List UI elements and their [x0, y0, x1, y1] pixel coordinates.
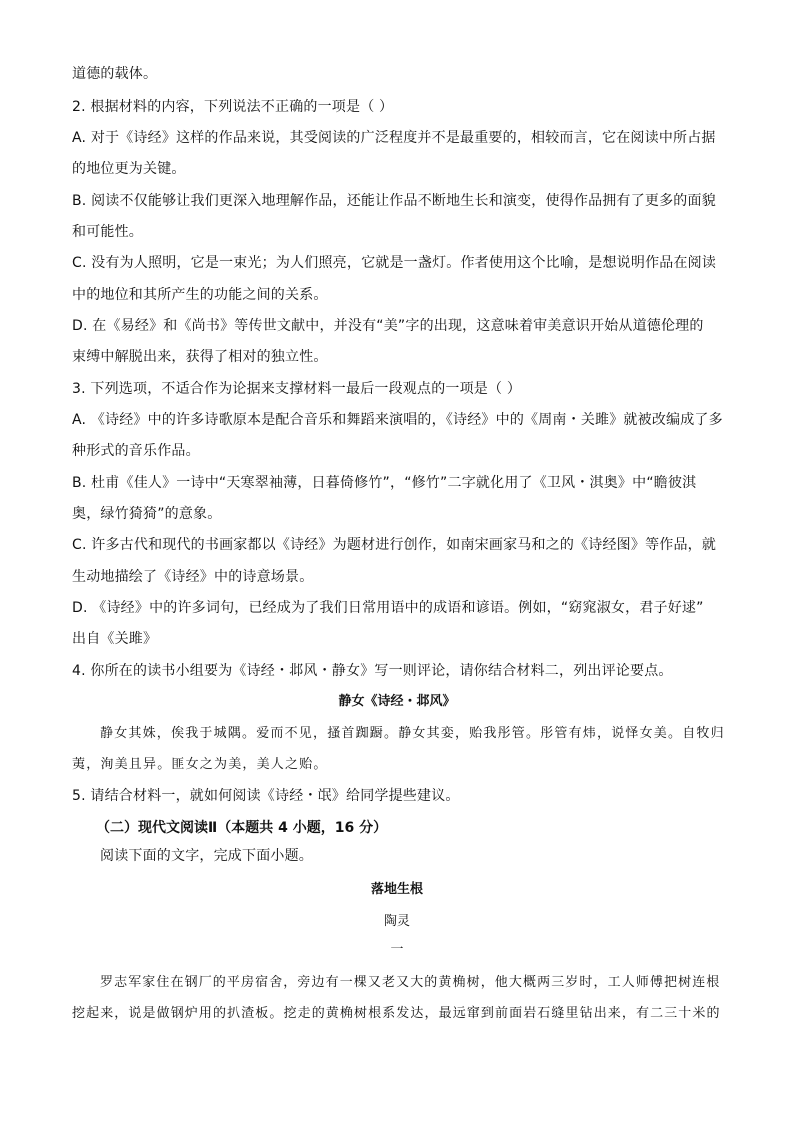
option-c-line-1: C. 没有为人照明，它是一束光；为人们照亮，它就是一盏灯。作者使用这个比喻，是想说明作品在阅读: [72, 255, 717, 271]
option-a-line-2: 的地位更为关键。: [72, 161, 186, 177]
option-c-line-2: 生动地描绘了《诗经》中的诗意场景。: [72, 569, 314, 585]
question-2: 2. 根据材料的内容，下列说法不正确的一项是（ ）: [72, 99, 394, 115]
section-instruction: 阅读下面的文字，完成下面小题。: [100, 848, 313, 864]
option-b-line-2: 和可能性。: [72, 224, 143, 240]
text-line: 道德的载体。: [72, 66, 158, 82]
story-title: 落地生根: [370, 882, 423, 897]
option-d-line-2: 束缚中解脱出来，获得了相对的独立性。: [72, 349, 328, 365]
question-3: 3. 下列选项，不适合作为论据来支撑材料一最后一段观点的一项是（ ）: [72, 381, 522, 397]
story-paragraph-line-1: 罗志军家住在钢厂的平房宿舍，旁边有一棵又老又大的黄桷树，他大概两三岁时，工人师傅把树连根: [100, 975, 721, 990]
option-c-line-2: 中的地位和其所产生的功能之间的关系。: [72, 287, 328, 303]
section-heading: （二）现代文阅读Ⅱ（本题共 4 小题，16 分）: [96, 820, 388, 836]
option-d-line-1: D. 在《易经》和《尚书》等传世文献中，并没有“美”字的出现，这意味着审美意识开始从道德伦理的: [72, 318, 704, 334]
option-d-line-1: D. 《诗经》中的许多词句，已经成为了我们日常用语中的成语和谚语。例如，“窈窕淑女，君子好逑”: [72, 600, 704, 616]
question-5: 5. 请结合材料一，就如何阅读《诗经・氓》给同学提些建议。: [72, 788, 460, 804]
story-paragraph-line-2: 挖起来，说是做钢炉用的扒渣板。挖走的黄桷树根系发达，最远窜到前面岩石缝里钻出来，有二三十米的: [72, 1006, 721, 1021]
option-a-line-2: 种形式的音乐作品。: [72, 443, 200, 459]
question-4: 4. 你所在的读书小组要为《诗经・邶风・静女》写一则评论，请你结合材料二，列出评论要点。: [72, 663, 673, 679]
option-a-line-1: A. 《诗经》中的许多诗歌原本是配合音乐和舞蹈来演唱的，《诗经》中的《周南・关雎》就被改编成了多: [72, 412, 723, 428]
poem-line-2: 荑，洵美且异。匪女之为美，美人之贻。: [72, 757, 328, 772]
option-a-line-1: A. 对于《诗经》这样的作品来说，其受阅读的广泛程度并不是最重要的，相较而言，它在阅读中所占据: [72, 130, 716, 146]
story-part-number: 一: [390, 942, 404, 957]
poem-title: 静女《诗经・邶风》: [338, 694, 456, 709]
poem-line-1: 静女其姝，俟我于城隅。爱而不见，搔首踟蹰。静女其娈，贻我彤管。彤管有炜，说怿女美。自牧归: [100, 726, 725, 741]
option-b-line-2: 奥，绿竹猗猗”的意象。: [72, 506, 222, 522]
option-b-line-1: B. 杜甫《佳人》一诗中“天寒翠袖薄，日暮倚修竹”，“修竹”二字就化用了《卫风・淇奥》中“瞻彼淇: [72, 475, 697, 491]
option-c-line-1: C. 许多古代和现代的书画家都以《诗经》为题材进行创作，如南宋画家马和之的《诗经图》等作品，就: [72, 537, 717, 553]
story-author: 陶灵: [383, 914, 410, 929]
option-b-line-1: B. 阅读不仅能够让我们更深入地理解作品，还能让作品不断地生长和演变，使得作品拥有了更多的面貌: [72, 193, 716, 209]
option-d-line-2: 出自《关雎》: [72, 631, 158, 647]
